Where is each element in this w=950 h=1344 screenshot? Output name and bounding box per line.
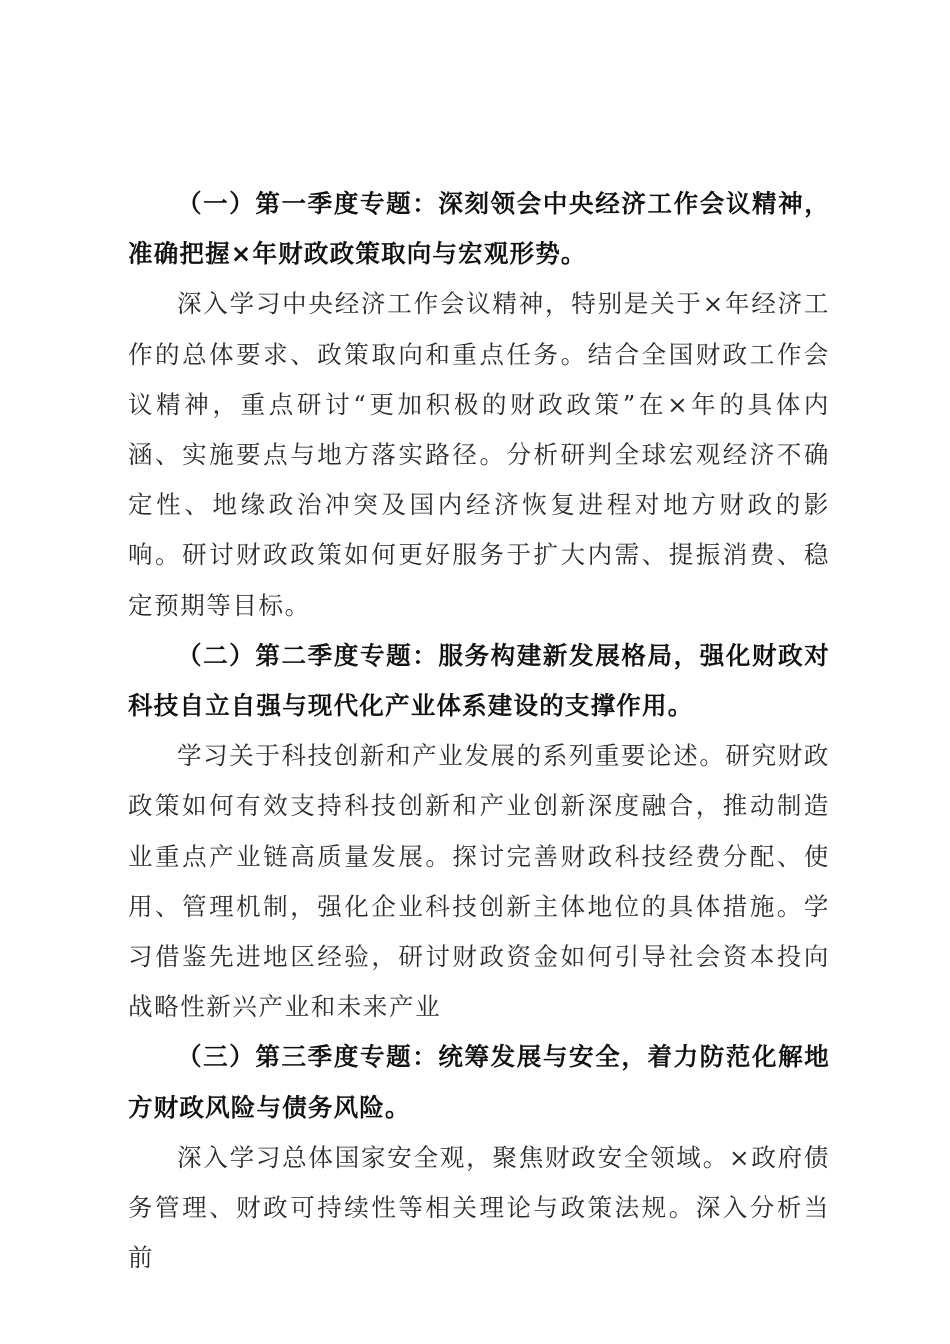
section-heading-q1: （一）第一季度专题：深刻领会中央经济工作会议精神，准确把握×年财政政策取向与宏观形势。 (128, 189, 830, 269)
section-body-q2: 学习关于科技创新和产业发展的系列重要论述。研究财政政策如何有效支持科技创新和产业创新深度融合，推动制造业重点产业链高质量发展。探讨完善财政科技经费分配、使用、管理机制，强化企业科技创新主体地位的具体措施。学习借鉴先进地区经验，研讨财政资金如何引导社会资本投向战略性新兴产业和未来产业 (128, 741, 830, 1022)
section-heading-q2: （二）第二季度专题：服务构建新发展格局，强化财政对科技自立自强与现代化产业体系建设的支撑作用。 (128, 640, 830, 721)
document-body (128, 179, 830, 1283)
section-heading-q3: （三）第三季度专题：统筹发展与安全，着力防范化解地方财政风险与债务风险。 (128, 1042, 830, 1122)
section-body-q3: 深入学习总体国家安全观，聚焦财政安全领域。×政府债务管理、财政可持续性等相关理论与政策法规。深入分析当前 (128, 1142, 830, 1273)
section-body-q1: 深入学习中央经济工作会议精神，特别是关于×年经济工作的总体要求、政策取向和重点任务。结合全国财政工作会议精神，重点研讨“更加积极的财政政策”在×年的具体内涵、实施要点与地方落实路径。分析研判全球宏观经济不确定性、地缘政治冲突及国内经济恢复进程对地方财政的影响。研讨财政政策如何更好服务于扩大内需、提振消费、稳定预期等目标。 (128, 289, 830, 620)
